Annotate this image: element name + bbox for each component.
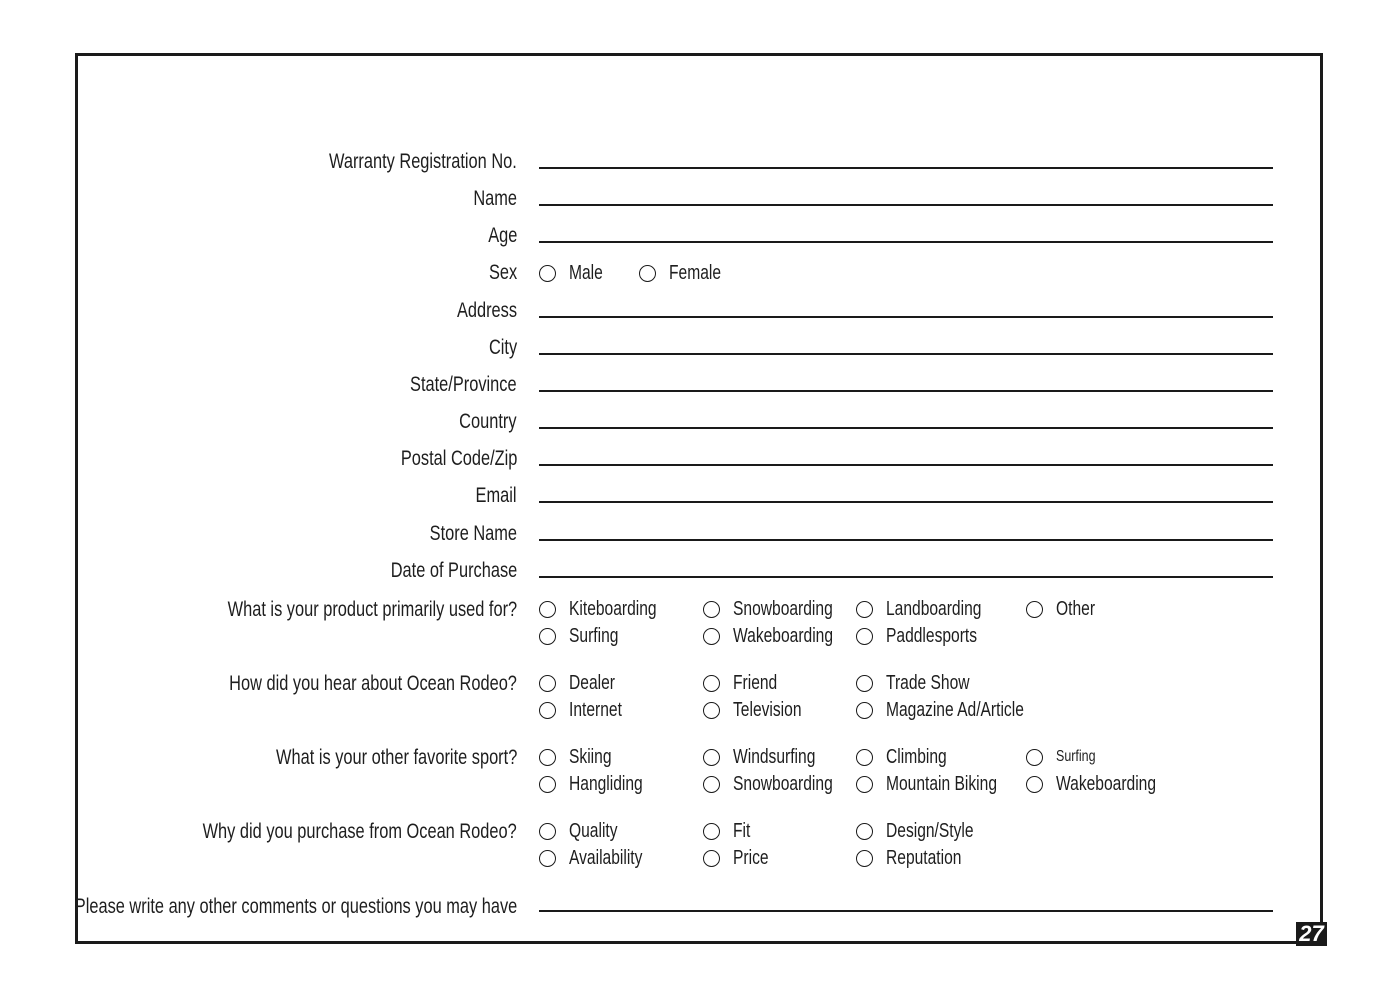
label-city: City <box>488 336 517 359</box>
radio-product-use-wakeboarding[interactable] <box>703 624 861 648</box>
radio-product-use-other[interactable] <box>1026 597 1106 621</box>
option-label: Landboarding <box>886 598 982 620</box>
option-label: Price <box>733 847 769 869</box>
label-store-name: Store Name <box>429 522 517 545</box>
option-label: Paddlesports <box>886 625 978 647</box>
label-country: Country <box>459 410 517 433</box>
radio-hear-about-internet[interactable] <box>539 698 637 722</box>
line-date-of-purchase[interactable] <box>539 576 1273 578</box>
radio-button[interactable] <box>703 823 720 840</box>
radio-sex-female[interactable] <box>639 261 736 285</box>
option-label: Female <box>669 262 722 284</box>
label-warranty-registration-no: Warranty Registration No. <box>329 150 517 173</box>
radio-favorite-sport-windsurfing[interactable] <box>703 745 839 769</box>
option-label: Other <box>1056 598 1096 620</box>
radio-button[interactable] <box>539 702 556 719</box>
radio-purchase-reason-availability[interactable] <box>539 846 663 870</box>
radio-button[interactable] <box>856 749 873 766</box>
radio-hear-about-trade-show[interactable] <box>856 671 993 695</box>
line-address[interactable] <box>539 316 1273 318</box>
label-state-province: State/Province <box>410 373 517 396</box>
radio-button[interactable] <box>539 749 556 766</box>
radio-favorite-sport-skiing[interactable] <box>539 745 623 769</box>
radio-favorite-sport-surfing[interactable] <box>1026 745 1107 769</box>
label-email: Email <box>476 484 517 507</box>
radio-hear-about-friend[interactable] <box>703 671 790 695</box>
radio-button[interactable] <box>703 850 720 867</box>
option-label: Hangliding <box>569 773 643 795</box>
radio-product-use-paddlesports[interactable] <box>856 624 1003 648</box>
line-name[interactable] <box>539 204 1273 206</box>
radio-sex-male[interactable] <box>539 261 612 285</box>
form-frame <box>75 53 1323 944</box>
radio-button[interactable] <box>539 601 556 618</box>
radio-favorite-sport-mountain-biking[interactable] <box>856 772 1028 796</box>
option-label: Male <box>569 262 603 284</box>
radio-purchase-reason-fit[interactable] <box>703 819 755 843</box>
radio-button[interactable] <box>539 850 556 867</box>
radio-button[interactable] <box>703 675 720 692</box>
radio-purchase-reason-reputation[interactable] <box>856 846 983 870</box>
line-warranty-registration-no[interactable] <box>539 167 1273 169</box>
option-label: Fit <box>733 820 751 842</box>
radio-button[interactable] <box>1026 749 1043 766</box>
radio-button[interactable] <box>856 823 873 840</box>
radio-button[interactable] <box>539 265 556 282</box>
radio-hear-about-magazine-ad-article[interactable] <box>856 698 1063 722</box>
line-city[interactable] <box>539 353 1273 355</box>
radio-button[interactable] <box>856 702 873 719</box>
question-product-use: What is your product primarily used for? <box>227 598 517 621</box>
option-label: Design/Style <box>886 820 974 842</box>
page-number: 27 <box>1296 922 1327 946</box>
option-label: Skiing <box>569 746 612 768</box>
radio-purchase-reason-quality[interactable] <box>539 819 631 843</box>
radio-product-use-kiteboarding[interactable] <box>539 597 681 621</box>
option-label: Mountain Biking <box>886 773 998 795</box>
line-comments[interactable] <box>539 910 1273 912</box>
question-hear-about: How did you hear about Ocean Rodeo? <box>229 672 517 695</box>
radio-product-use-landboarding[interactable] <box>856 597 1008 621</box>
label-date-of-purchase: Date of Purchase <box>390 559 517 582</box>
option-label: Surfing <box>1056 748 1096 765</box>
radio-button[interactable] <box>703 628 720 645</box>
radio-button[interactable] <box>539 776 556 793</box>
line-postal-code-zip[interactable] <box>539 464 1273 466</box>
radio-product-use-surfing[interactable] <box>539 624 632 648</box>
radio-button[interactable] <box>703 702 720 719</box>
radio-button[interactable] <box>856 776 873 793</box>
label-comments: Please write any other comments or questions you may have <box>74 895 517 918</box>
radio-button[interactable] <box>703 776 720 793</box>
radio-favorite-sport-snowboarding[interactable] <box>703 772 861 796</box>
question-purchase-reason: Why did you purchase from Ocean Rodeo? <box>202 820 517 843</box>
option-label: Friend <box>733 672 778 694</box>
radio-product-use-snowboarding[interactable] <box>703 597 861 621</box>
option-label: Magazine Ad/Article <box>886 699 1024 721</box>
radio-button[interactable] <box>856 601 873 618</box>
radio-button[interactable] <box>539 823 556 840</box>
radio-button[interactable] <box>856 850 873 867</box>
label-postal-code-zip: Postal Code/Zip <box>400 447 517 470</box>
option-label: Surfing <box>569 625 619 647</box>
option-label: Wakeboarding <box>733 625 834 647</box>
radio-button[interactable] <box>539 628 556 645</box>
radio-button[interactable] <box>856 628 873 645</box>
radio-button[interactable] <box>703 749 720 766</box>
option-label: Wakeboarding <box>1056 773 1157 795</box>
label-age: Age <box>487 224 517 247</box>
option-label: Climbing <box>886 746 947 768</box>
radio-favorite-sport-wakeboarding[interactable] <box>1026 772 1184 796</box>
question-favorite-sport: What is your other favorite sport? <box>275 746 517 769</box>
line-state-province[interactable] <box>539 390 1273 392</box>
radio-hear-about-dealer[interactable] <box>539 671 628 695</box>
radio-purchase-reason-design-style[interactable] <box>856 819 998 843</box>
option-label: Reputation <box>886 847 962 869</box>
line-age[interactable] <box>539 241 1273 243</box>
label-address: Address <box>456 299 517 322</box>
radio-button[interactable] <box>703 601 720 618</box>
option-label: Kiteboarding <box>569 598 657 620</box>
label-sex: Sex <box>488 261 517 284</box>
radio-button[interactable] <box>1026 776 1043 793</box>
option-label: Snowboarding <box>733 598 833 620</box>
option-label: Snowboarding <box>733 773 833 795</box>
label-name: Name <box>473 187 517 210</box>
radio-hear-about-television[interactable] <box>703 698 821 722</box>
radio-favorite-sport-hangliding[interactable] <box>539 772 664 796</box>
radio-button[interactable] <box>639 265 656 282</box>
option-label: Quality <box>569 820 618 842</box>
option-label: Television <box>733 699 802 721</box>
option-label: Dealer <box>569 672 615 694</box>
radio-button[interactable] <box>856 675 873 692</box>
line-store-name[interactable] <box>539 539 1273 541</box>
option-label: Trade Show <box>886 672 970 694</box>
radio-button[interactable] <box>1026 601 1043 618</box>
line-country[interactable] <box>539 427 1273 429</box>
line-email[interactable] <box>539 501 1273 503</box>
radio-purchase-reason-price[interactable] <box>703 846 779 870</box>
radio-favorite-sport-climbing[interactable] <box>856 745 964 769</box>
option-label: Internet <box>569 699 622 721</box>
radio-button[interactable] <box>539 675 556 692</box>
option-label: Windsurfing <box>733 746 816 768</box>
option-label: Availability <box>569 847 643 869</box>
